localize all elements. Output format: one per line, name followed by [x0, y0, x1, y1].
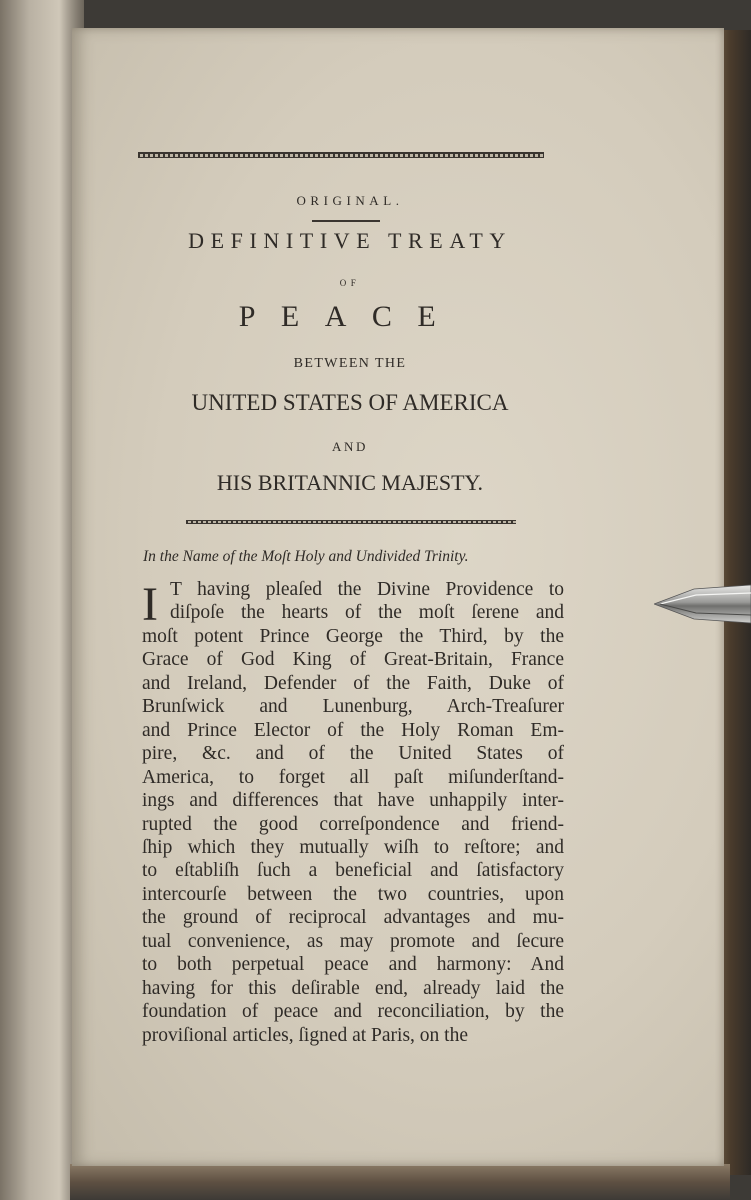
invocation-line: In the Name of the Moſt Holy and Undivided Trinity.: [143, 548, 469, 565]
body-line: to both perpetual peace and harmony: And: [142, 954, 564, 976]
body-line: to eſtabliſh ſuch a beneficial and ſatisfactory: [142, 860, 564, 882]
body-line: ſhip which they mutually wiſh to reſtore; and: [142, 836, 564, 858]
original-heading: ORIGINAL.: [296, 193, 404, 208]
body-line: Grace of God King of Great-Britain, France: [142, 649, 564, 671]
of-label: OF: [339, 278, 361, 288]
party-britannic-majesty: HIS BRITANNIC MAJESTY.: [216, 470, 484, 495]
body-line: America, to forget all paſt miſunderſtand-: [142, 766, 564, 788]
treaty-body-text: [142, 578, 564, 1047]
body-line: T having pleaſed the Divine Providence to: [170, 579, 564, 600]
body-line: pire, &c. and of the United States of: [142, 743, 564, 765]
body-line: and Ireland, Defender of the Faith, Duke of: [142, 672, 564, 694]
treaty-title: DEFINITIVE TREATY: [188, 228, 512, 253]
body-line: tual convenience, as may promote and ſecure: [142, 930, 564, 952]
body-line: having for this deſirable end, already laid the: [142, 977, 564, 999]
body-line: Brunſwick and Lunenburg, Arch-Treaſurer: [142, 696, 564, 718]
body-line: and Prince Elector of the Holy Roman Em-: [142, 719, 564, 741]
bottom-ornamental-rule: [186, 520, 516, 524]
body-line: moſt potent Prince George the Third, by the: [142, 625, 564, 647]
short-rule: [312, 220, 380, 222]
top-ornamental-rule: [138, 152, 544, 158]
metal-page-pointer: [654, 583, 751, 625]
book-bottom-edge: [70, 1164, 730, 1200]
body-line: intercourſe between the two countries, upon: [142, 883, 564, 905]
body-line: ings and differences that have unhappily inter-: [142, 790, 564, 812]
body-line: rupted the good correſpondence and friend-: [142, 813, 564, 835]
body-line: diſpoſe the hearts of the moſt ſerene and: [170, 602, 564, 624]
peace-heading: PEACE: [238, 300, 462, 333]
body-line: foundation of peace and reconciliation, by the: [142, 1001, 564, 1023]
party-united-states: UNITED STATES OF AMERICA: [191, 390, 509, 415]
body-line: proviſional articles, ſigned at Paris, on the: [142, 1024, 469, 1046]
between-label: BETWEEN THE: [293, 356, 407, 371]
drop-cap: I: [142, 578, 158, 631]
body-line: the ground of reciprocal advantages and mu-: [142, 907, 564, 929]
and-label: AND: [332, 439, 368, 454]
